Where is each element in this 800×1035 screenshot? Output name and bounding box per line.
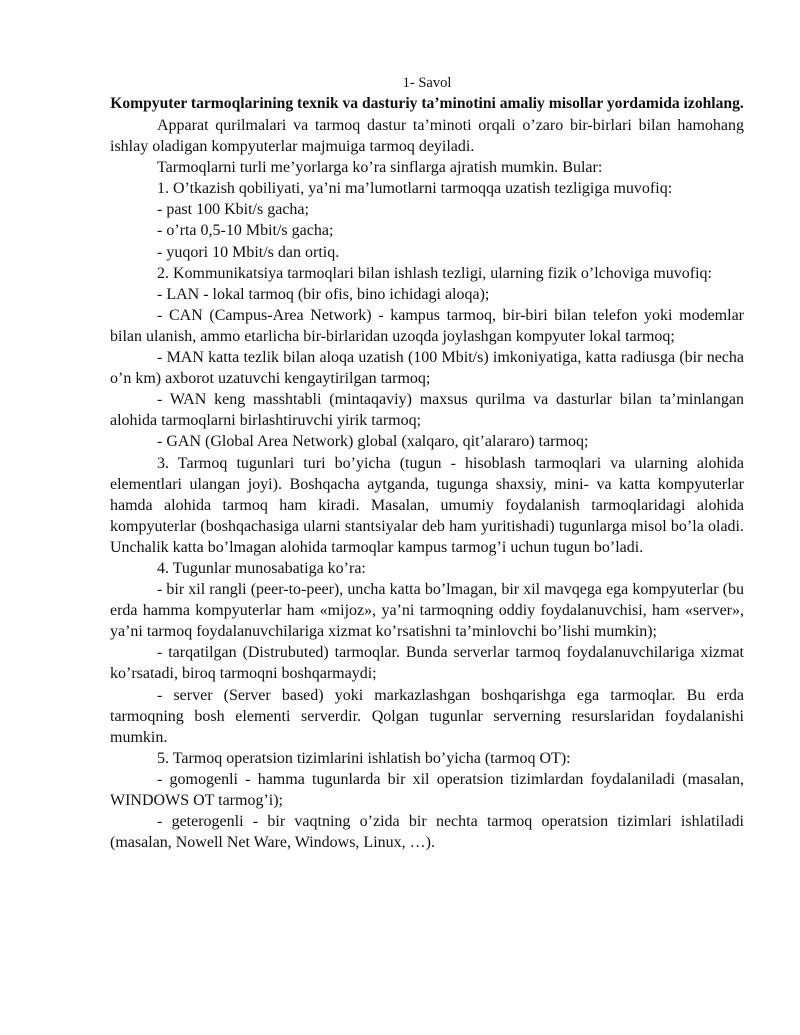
paragraph: 3. Tarmoq tugunlari turi bo’yicha (tugun - hisoblash tarmoqlari va ularning alohida elementlari ulangan joyi). Boshqacha aytganda, tugunga shaxsiy, mini- va katta kompyuterlar hamda alohida tarmoq ham kiradi. Masalan, umumiy foydalanish tarmoqlaridagi alohida kompyuterlar (boshqachasiga ularni stantsiyalar deb ham yuritishadi) tugunlarga misol bo’la oladi. Unchalik katta bo’lmagan alohida tarmoqlar kampus tarmog’i uchun tugun bo’ladi.	[110, 454, 744, 556]
document-body	[110, 115, 744, 853]
paragraph: 2. Kommunikatsiya tarmoqlari bilan ishlash tezligi, ularning fizik o’lchoviga muvofiq:	[157, 264, 712, 282]
paragraph: - gomogenli - hamma tugunlarda bir xil operatsion tizimlardan foydalaniladi (masalan, WINDOWS OT tarmog’i);	[110, 770, 744, 809]
paragraph: - tarqatilgan (Distrubuted) tarmoqlar. Bunda serverlar tarmoq foydalanuvchilariga xizmat ko’rsatadi, biroq tarmoqni boshqarmaydi;	[110, 644, 744, 683]
paragraph: - past 100 Kbit/s gacha;	[157, 201, 309, 219]
paragraph: - geterogenli - bir vaqtning o’zida bir nechta tarmoq operatsion tizimlari ishlatiladi (masalan, Nowell Net Ware, Windows, Linux, …).	[110, 813, 744, 852]
paragraph: - yuqori 10 Mbit/s dan ortiq.	[157, 243, 340, 261]
paragraph: 4. Tugunlar munosabatiga ko’ra:	[157, 559, 366, 577]
question-title: Kompyuter tarmoqlarining texnik va dasturiy ta’minotini amaliy misollar yordamida izohlang.	[110, 95, 744, 112]
paragraph: 5. Tarmoq operatsion tizimlarini ishlatish bo’yicha (tarmoq OT):	[157, 749, 571, 767]
paragraph: - o’rta 0,5-10 Mbit/s gacha;	[157, 222, 334, 240]
paragraph: 1. O’tkazish qobiliyati, ya’ni ma’lumotlarni tarmoqqa uzatish tezligiga muvofiq:	[157, 180, 673, 198]
paragraph: - CAN (Campus-Area Network) - kampus tarmoq, bir-biri bilan telefon yoki modemlar bilan ulanish, ammo etarlicha bir-birlaridan uzoqda joylashgan kompyuter lokal tarmoq;	[110, 306, 744, 345]
paragraph: - bir xil rangli (peer-to-peer), uncha katta bo’lmagan, bir xil mavqega ega kompyuterlar (bu erda hamma kompyuterlar ham «mijoz», ya’ni tarmoqning oddiy foydalanuvchisi, ham «server», ya’ni tarmoq foydalanuvchilariga xizmat ko’rsatishni ta’minlovchi bo’lishi mumkin);	[110, 581, 744, 641]
document-page	[110, 74, 744, 853]
paragraph: Tarmoqlarni turli me’yorlarga ko’ra sinflarga ajratish mumkin. Bular:	[157, 159, 603, 177]
question-number: 1- Savol	[402, 75, 452, 91]
paragraph: - LAN - lokal tarmoq (bir ofis, bino ichidagi aloqa);	[157, 285, 490, 303]
paragraph: Apparat qurilmalari va tarmoq dastur ta’minoti orqali o’zaro bir-birlari bilan hamohang ishlay oladigan kompyuterlar majmuiga tarmoq deyiladi.	[110, 117, 744, 156]
paragraph: - MAN katta tezlik bilan aloqa uzatish (100 Mbit/s) imkoniyatiga, katta radiusga (bir necha o’n km) axborot uzatuvchi kengaytirilgan tarmoq;	[110, 349, 744, 388]
paragraph: - GAN (Global Area Network) global (xalqaro, qit’alararo) tarmoq;	[157, 433, 589, 451]
paragraph: - server (Server based) yoki markazlashgan boshqarishga ega tarmoqlar. Bu erda tarmoqning bosh elementi serverdir. Qolgan tugunlar serverning resurslaridan foydalanishi mumkin.	[110, 686, 744, 746]
paragraph: - WAN keng masshtabli (mintaqaviy) maxsus qurilma va dasturlar bilan ta’minlangan alohida tarmoqlarni birlashtiruvchi yirik tarmoq;	[110, 391, 744, 430]
